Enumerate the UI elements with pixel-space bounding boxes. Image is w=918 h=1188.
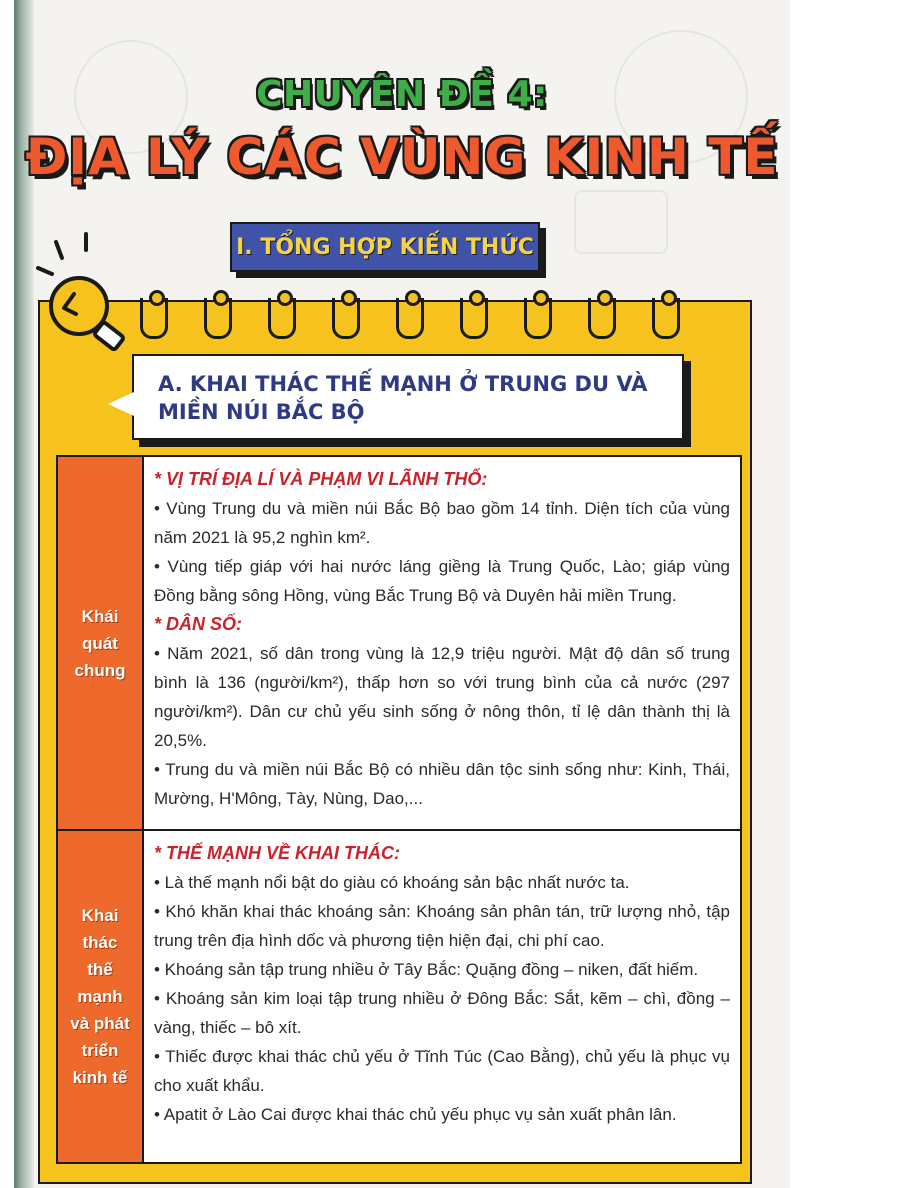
content-paragraph: • Là thế mạnh nổi bật do giàu có khoáng sản bậc nhất nước ta. (154, 873, 630, 892)
ring (140, 298, 168, 339)
row-content-cell (146, 831, 740, 1162)
section-banner (230, 222, 540, 272)
row-label: Khái quát chung (74, 606, 126, 680)
book-page (14, 0, 790, 1188)
ring (268, 298, 296, 339)
content-paragraph: • Apatit ở Lào Cai được khai thác chủ yếu phục vụ sản xuất phân lân. (154, 1105, 677, 1124)
content-paragraph: • Vùng tiếp giáp với hai nước láng giềng là Trung Quốc, Lào; giáp vùng Đồng bằng sông Hồng, vùng Bắc Trung Bộ và Duyên hải miền Trung. (154, 557, 730, 605)
chapter-title: ĐỊA LÝ CÁC VÙNG KINH TẾ (25, 128, 779, 186)
notepad-rings (140, 298, 720, 342)
content-paragraph: • Khó khăn khai thác khoáng sản: Khoáng sản phân tán, trữ lượng nhỏ, tập trung trên địa hình dốc và phương tiện hiện đại, chi phí cao. (154, 902, 730, 950)
content-paragraph: • Năm 2021, số dân trong vùng là 12,9 triệu người. Mật độ dân số trung bình là 136 (người/km²), thấp hơn so với trung bình của cả nước (297 người/km²). Dân cư chủ yếu sinh sống ở nông thôn, tỉ lệ dân thành thị là 20,5%. (154, 644, 730, 750)
subsection-title-line2: MIỀN NÚI BẮC BỘ (158, 400, 365, 424)
content-paragraph: • Khoáng sản kim loại tập trung nhiều ở Đông Bắc: Sắt, kẽm – chì, đồng – vàng, thiếc – bô xít. (154, 989, 730, 1037)
ring (652, 298, 680, 339)
row-content-cell (146, 457, 740, 829)
knowledge-table (56, 455, 742, 1164)
lightbulb-icon (34, 224, 144, 364)
chapter-heading: CHUYÊN ĐỀ 4: (256, 74, 548, 115)
map-doodle (574, 190, 668, 254)
ring (204, 298, 232, 339)
ring (588, 298, 616, 339)
row-label: Khai thác thế mạnh và phát triển kinh tế (70, 906, 130, 1087)
content-paragraph: • Khoáng sản tập trung nhiều ở Tây Bắc: Quặng đồng – niken, đất hiếm. (154, 960, 699, 979)
content-paragraph: • Trung du và miền núi Bắc Bộ có nhiều dân tộc sinh sống như: Kinh, Thái, Mường, H'Mông, Tày, Nùng, Dao,... (154, 760, 730, 808)
row-label-cell (58, 831, 144, 1162)
content-heading: * VỊ TRÍ ĐỊA LÍ VÀ PHẠM VI LÃNH THỔ: (154, 469, 488, 489)
ring (460, 298, 488, 339)
subsection-banner (132, 354, 684, 440)
table-row (58, 831, 740, 1162)
ring (332, 298, 360, 339)
content-heading: * THẾ MẠNH VỀ KHAI THÁC: (154, 843, 400, 863)
content-paragraph: • Vùng Trung du và miền núi Bắc Bộ bao gồm 14 tỉnh. Diện tích của vùng năm 2021 là 95,2 nghìn km². (154, 499, 730, 547)
row-label-cell (58, 457, 144, 829)
table-row (58, 457, 740, 831)
section-title: I. TỔNG HỢP KIẾN THỨC (236, 234, 534, 260)
subsection-title (158, 370, 672, 426)
content-heading: * DÂN SỐ: (154, 614, 243, 634)
content-paragraph: • Thiếc được khai thác chủ yếu ở Tĩnh Túc (Cao Bằng), chủ yếu là phục vụ cho xuất khẩu. (154, 1047, 730, 1095)
subsection-title-line1: A. KHAI THÁC THẾ MẠNH Ở TRUNG DU VÀ (158, 372, 648, 396)
ring (396, 298, 424, 339)
ring (524, 298, 552, 339)
